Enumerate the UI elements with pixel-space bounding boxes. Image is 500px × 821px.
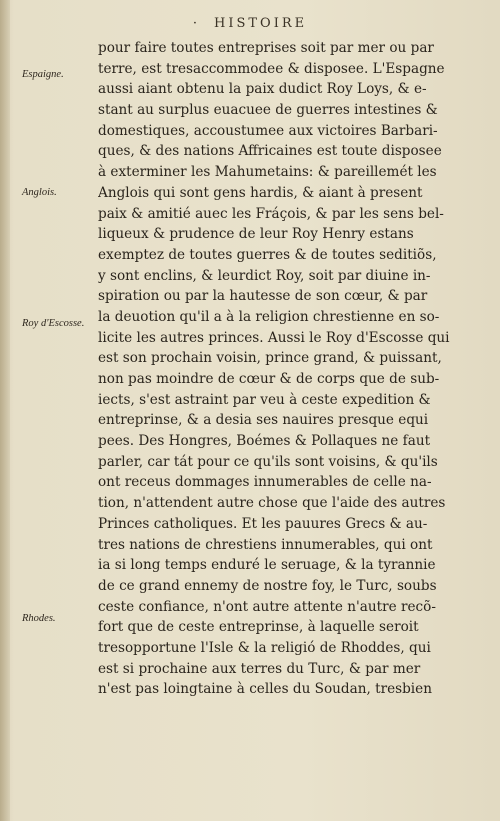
text-line: stant au surplus euacuee de guerres intestines &	[98, 102, 438, 119]
text-line: y sont enclins, & leurdict Roy, soit par diuine in-	[98, 267, 431, 284]
running-header	[0, 16, 500, 31]
text-line: la deuotion qu'il a à la religion chrestienne en so-	[98, 308, 440, 325]
text-line: domestiques, accoustumee aux victoires Barbari-	[98, 122, 438, 139]
running-title: HISTOIRE	[214, 16, 308, 31]
text-line: liqueux & prudence de leur Roy Henry estans	[98, 226, 414, 243]
header-ornament: ·	[192, 16, 200, 31]
margin-note-rhodes: Rhodes.	[22, 613, 56, 624]
text-line: tion, n'attendent autre chose que l'aide des autres	[98, 495, 446, 512]
text-line: entreprinse, & a desia ses nauires presque equi	[98, 412, 429, 429]
text-line: paix & amitié auec les Fráçois, & par les sens bel-	[98, 205, 444, 222]
text-line: ia si long temps enduré le seruage, & la tyrannie	[98, 557, 436, 574]
text-line: ceste confiance, n'ont autre attente n'autre recõ-	[98, 598, 436, 615]
text-line: iects, s'est astraint par veu à ceste expedition &	[98, 391, 431, 408]
text-line: est son prochain voisin, prince grand, & puissant,	[98, 350, 442, 367]
margin-note-roy-descosse: Roy d'Escosse.	[22, 318, 85, 329]
page-binding-edge	[0, 0, 10, 821]
text-line: ont receus dommages innumerables de celle na-	[98, 474, 432, 491]
text-line: non pas moindre de cœur & de corps que de sub-	[98, 371, 440, 387]
text-line: aussi aiant obtenu la paix dudict Roy Loys, & e-	[98, 81, 427, 98]
body-text	[98, 38, 453, 700]
text-line: à exterminer les Mahumetains: & pareillemét les	[98, 164, 437, 181]
text-line: licite les autres princes. Aussi le Roy d'Escosse qui	[98, 329, 450, 346]
margin-note-espaigne: Espaigne.	[22, 69, 64, 80]
text-line: spiration ou par la hautesse de son cœur, & par	[98, 288, 428, 305]
text-line: terre, est tresaccommodee & disposee. L'Espagne	[98, 60, 445, 77]
text-line: exemptez de toutes guerres & de toutes seditiõs,	[98, 246, 437, 263]
text-line: Anglois qui sont gens hardis, & aiant à present	[98, 184, 423, 201]
text-line: fort que de ceste entreprinse, à laquelle seroit	[98, 619, 419, 636]
text-line: pees. Des Hongres, Boémes & Pollaques ne faut	[98, 433, 431, 450]
text-line: parler, car tát pour ce qu'ils sont voisins, & qu'ils	[98, 453, 438, 470]
margin-note-anglois: Anglois.	[22, 187, 57, 198]
text-line: Princes catholiques. Et les pauures Grecs & au-	[98, 515, 428, 532]
text-line: ques, & des nations Affricaines est toute disposee	[98, 143, 442, 160]
text-line: pour faire toutes entreprises soit par mer ou par	[98, 40, 434, 56]
text-line: tresopportune l'Isle & la religió de Rhoddes, qui	[98, 639, 431, 656]
text-line: tres nations de chrestiens innumerables, qui ont	[98, 536, 433, 553]
text-line: est si prochaine aux terres du Turc, & par mer	[98, 660, 421, 677]
text-line: n'est pas loingtaine à celles du Soudan, tresbien	[98, 681, 432, 698]
text-line: de ce grand ennemy de nostre foy, le Turc, soubs	[98, 577, 437, 594]
